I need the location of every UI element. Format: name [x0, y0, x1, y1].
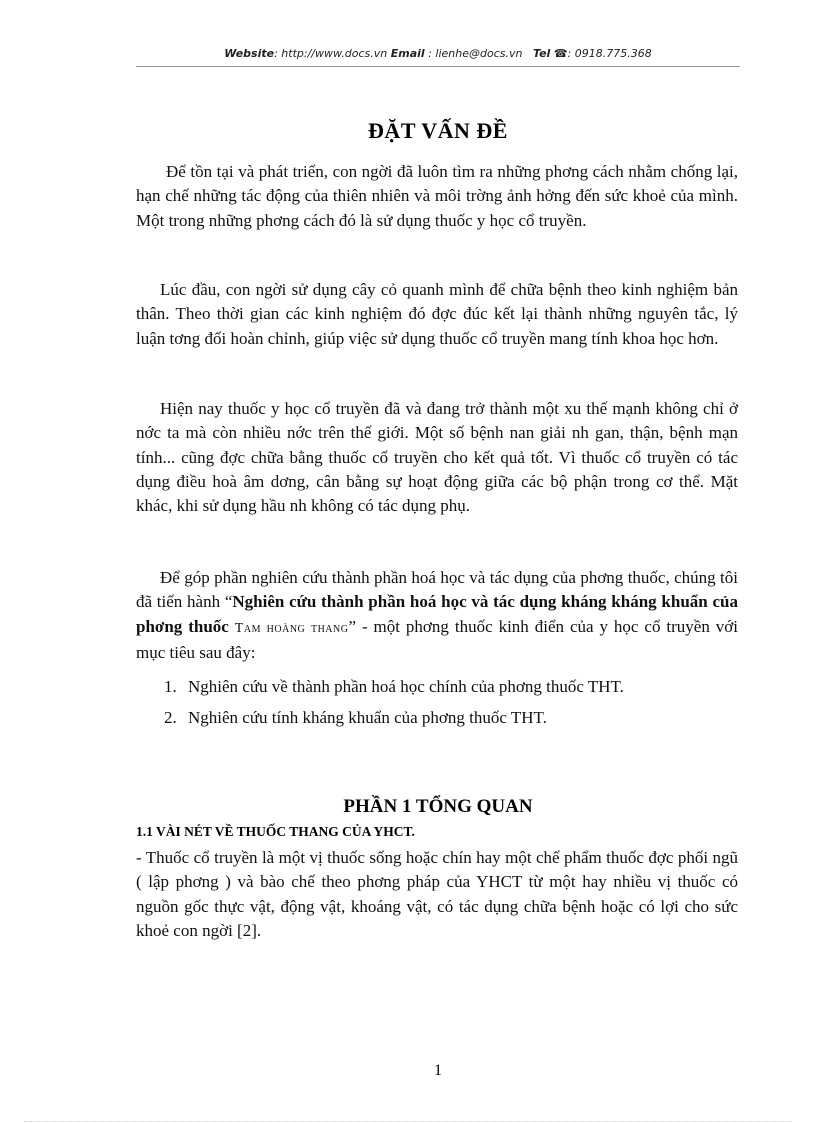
part-title: PHẦN 1 TỔNG QUAN — [343, 796, 533, 817]
section-heading: 1.1 VÀI NÉT VỀ THUỐC THANG CỦA YHCT. — [136, 824, 415, 839]
tel-label: Tel — [532, 47, 551, 60]
page-title: ĐẶT VẤN ĐỀ — [368, 118, 508, 143]
paragraph-3: Hiện nay thuốc y học cổ truyền đã và đang trở thành một xu thế mạnh không chỉ ở nớc ta mà còn nhiều nớc trên thế giới. Một số bệnh nan giải nh gan, thận, bệnh mạn tính... cũng đợc chữa bằng thuốc cổ truyền cho kết quả tốt. Vì thuốc cổ truyền có tác dụng điều hoà âm dơng, cân bằng sự hoạt động giữa các bộ phận trong cơ thể. Mặt khác, khi sử dụng hầu nh không có tác dụng phụ. — [136, 399, 738, 516]
study-title: Nghiên cứu thành phần hoá học và tác dụng kháng kháng khuẩn của phơng thuốc — [136, 592, 738, 636]
remedy-name: Tam hoàng thang — [234, 620, 349, 636]
bottom-divider — [24, 1121, 792, 1122]
objective-number: 2. — [164, 708, 177, 727]
paragraph-2: Lúc đầu, con ngời sử dụng cây cỏ quanh mình để chữa bệnh theo kinh nghiệm bản thân. Theo thời gian các kinh nghiệm đó đợc đúc kết lại thành những nguyên tắc, lý luận tơng đối hoàn chỉnh, giúp việc sử dụng thuốc cổ truyền mang tính khoa học hơn. — [136, 280, 738, 348]
paragraph-1: Để tồn tại và phát triển, con ngời đã luôn tìm ra những phơng cách nhằm chống lại, hạn chế những tác động của thiên nhiên và môi trờng ảnh hởng đến sức khoẻ của mình. Một trong những phơng cách đó là sử dụng thuốc y học cổ truyền. — [136, 162, 738, 230]
objective-text: Nghiên cứu về thành phần hoá học chính của phơng thuốc THT. — [188, 677, 624, 696]
objective-item — [164, 706, 724, 730]
website-label: Website — [224, 47, 275, 60]
objective-item — [164, 675, 724, 699]
page-number: 1 — [434, 1062, 442, 1079]
email-value: : lienhe@docs.vn — [428, 47, 523, 60]
phone-icon: ☎ — [553, 47, 568, 60]
objective-text: Nghiên cứu tính kháng khuẩn của phơng thuốc THT. — [188, 708, 547, 727]
paragraph-4-intro: Để góp phần nghiên cứu thành phần hoá học và tác dụng của phơng thuốc, chúng tôi đã tiến hành “ — [136, 568, 738, 612]
paragraph-4-end: ” - một phơng thuốc kinh điển của y học cổ truyền với mục tiêu sau đây: — [136, 616, 738, 662]
tel-value: : 0918.775.368 — [567, 47, 652, 60]
header-divider — [136, 66, 740, 67]
paragraph-4 — [136, 566, 738, 665]
page-header — [136, 47, 740, 60]
objective-number: 1. — [164, 677, 177, 696]
website-value: : http://www.docs.vn — [274, 47, 388, 60]
section-paragraph: - Thuốc cổ truyền là một vị thuốc sống hoặc chín hay một chế phẩm thuốc đợc phối ngũ ( lập phơng ) và bào chế theo phơng pháp của YHCT từ một hay nhiều vị thuốc có nguồn gốc thực vật, động vật, khoáng vật, có tác dụng chữa bệnh hoặc có lợi cho sức khoẻ con ngời [2]. — [136, 848, 738, 940]
email-label: Email — [390, 47, 425, 60]
